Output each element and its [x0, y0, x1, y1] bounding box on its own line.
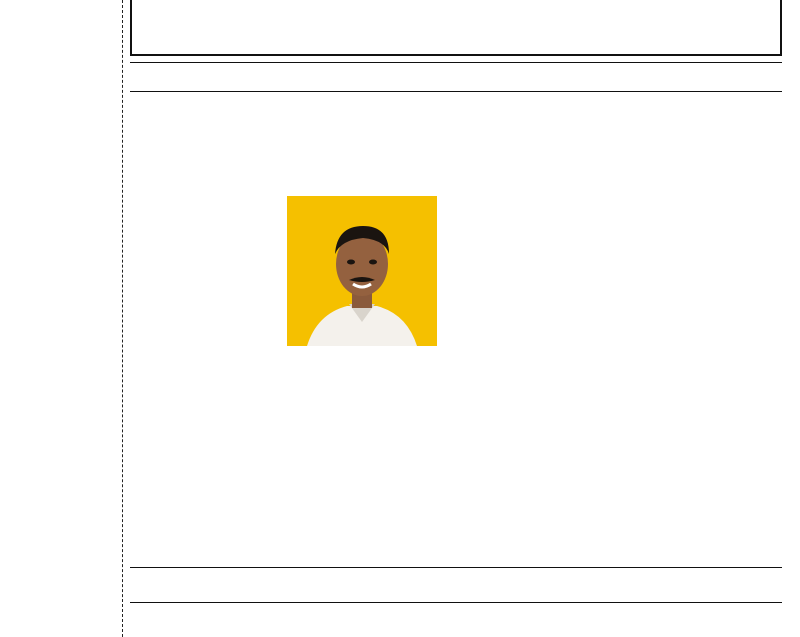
article-column-2 — [286, 360, 438, 366]
article-column-3 — [444, 190, 594, 198]
portrait-photo — [287, 196, 437, 346]
left-column-text — [0, 0, 120, 637]
column-divider — [122, 0, 123, 637]
next-article-headline — [120, 607, 788, 637]
article-column-4 — [600, 190, 780, 198]
previous-article-box — [130, 0, 782, 56]
article-kicker — [130, 62, 782, 92]
next-article-banner — [130, 567, 782, 603]
article-column-1 — [132, 190, 282, 194]
